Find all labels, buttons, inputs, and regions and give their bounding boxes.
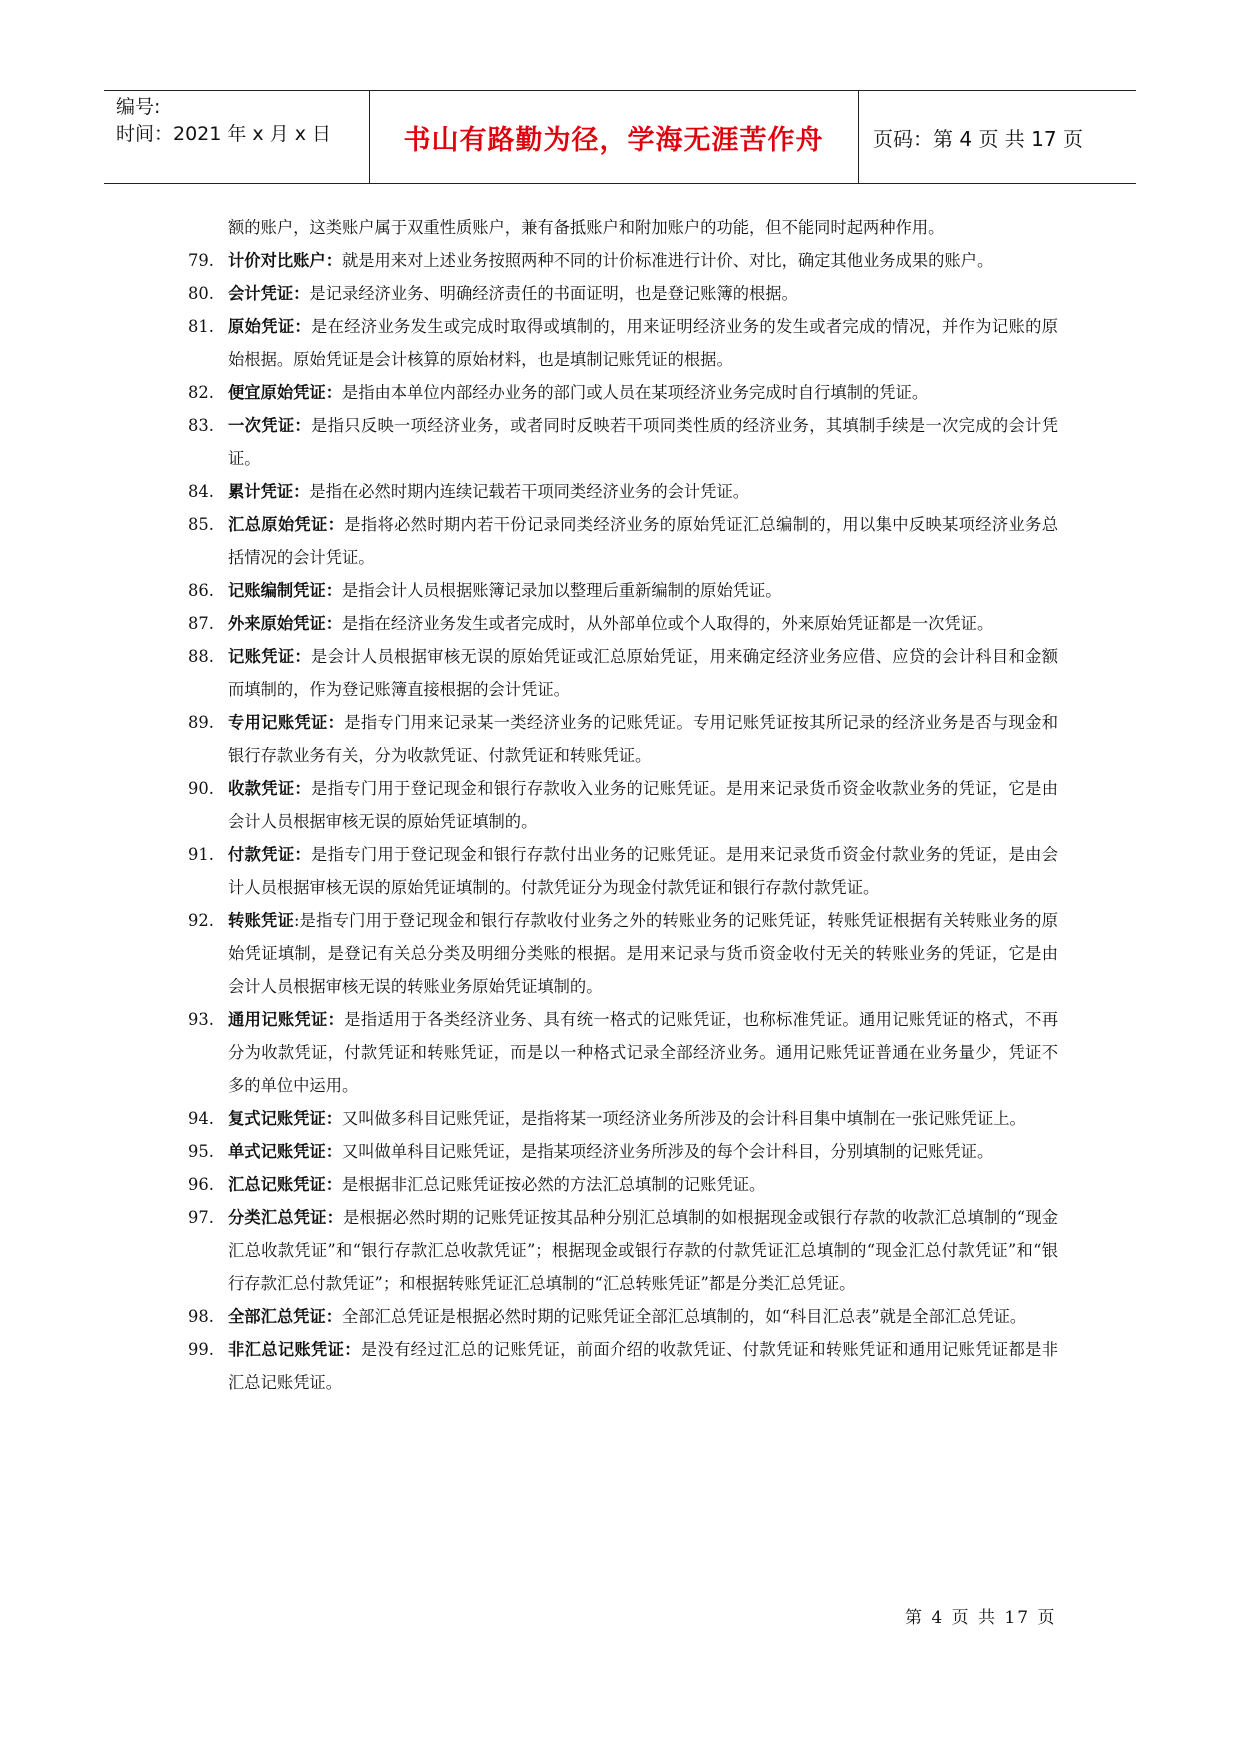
entry-definition: 是会计人员根据审核无误的原始凭证或汇总原始凭证，用来确定经济业务应借、应贷的会计科目和金额而填制的，作为登记账簿直接根据的会计凭证。 (228, 647, 1058, 699)
serial-label: 编号: (116, 96, 161, 118)
glossary-entry (188, 1201, 1058, 1300)
entry-term: 收款凭证： (228, 779, 312, 798)
entry-definition: 是根据必然时期的记账凭证按其品种分别汇总填制的如根据现金或银行存款的收款汇总填制的“现金汇总收款凭证”和“银行存款汇总收款凭证”；根据现金或银行存款的付款凭证汇总填制的“现金汇总付款凭证”和“银行存款汇总付款凭证”；和根据转账凭证汇总填制的“汇总转账凭证”都是分类汇总凭证。 (228, 1208, 1058, 1293)
header-top-rule (104, 90, 1136, 91)
entry-term: 记账凭证： (228, 647, 312, 666)
entry-number: 81. (188, 317, 214, 336)
entry-number: 88. (188, 647, 214, 666)
entry-body (228, 772, 1058, 838)
entry-term: 原始凭证： (228, 317, 312, 336)
entry-term: 专用记账凭证： (228, 713, 345, 732)
entry-definition: 是根据非汇总记账凭证按必然的方法汇总填制的记账凭证。 (341, 1175, 766, 1194)
glossary-list (188, 211, 1058, 1399)
glossary-entry (188, 1300, 1058, 1333)
glossary-entry (188, 607, 1058, 640)
glossary-entry (188, 838, 1058, 904)
glossary-entry (188, 244, 1058, 277)
glossary-entry (188, 409, 1058, 475)
entry-definition: 又叫做多科目记账凭证，是指将某一项经济业务所涉及的会计科目集中填制在一张记账凭证上。 (341, 1109, 1026, 1128)
entry-body (228, 838, 1058, 904)
entry-definition: 是指在经济业务发生或者完成时，从外部单位或个人取得的，外来原始凭证都是一次凭证。 (341, 614, 994, 633)
entry-term: 一次凭证： (228, 416, 312, 435)
glossary-entry (188, 1102, 1058, 1135)
entry-body (228, 1102, 1058, 1135)
entry-term: 记账编制凭证： (228, 581, 342, 600)
glossary-entry (188, 277, 1058, 310)
entry-body (228, 640, 1058, 706)
entry-number: 87. (188, 614, 214, 633)
entry-number: 99. (188, 1340, 214, 1359)
entry-number: 92. (188, 911, 214, 930)
entry-definition: 是在经济业务发生或完成时取得或填制的，用来证明经济业务的发生或者完成的情况，并作为记账的原始根据。原始凭证是会计核算的原始材料，也是填制记账凭证的根据。 (228, 317, 1058, 369)
entry-body (228, 1333, 1058, 1399)
entry-number: 84. (188, 482, 214, 501)
entry-term: 分类汇总凭证： (228, 1208, 344, 1227)
page-footer: 第 4 页 共 17 页 (905, 1608, 1057, 1628)
entry-definition: 额的账户，这类账户属于双重性质账户，兼有备抵账户和附加账户的功能，但不能同时起两种作用。 (228, 218, 945, 237)
glossary-entry (188, 1135, 1058, 1168)
entry-term: 汇总原始凭证： (228, 515, 345, 534)
entry-number: 97. (188, 1208, 214, 1227)
glossary-entry (188, 475, 1058, 508)
entry-body (228, 1201, 1058, 1300)
entry-term: 便宜原始凭证： (228, 383, 342, 402)
entry-body (228, 211, 1058, 244)
entry-body (228, 310, 1058, 376)
entry-term: 累计凭证： (228, 482, 310, 501)
entry-body (228, 1300, 1058, 1333)
entry-definition: 又叫做单科目记账凭证，是指某项经济业务所涉及的每个会计科目，分别填制的记账凭证。 (341, 1142, 994, 1161)
entry-body (228, 574, 1058, 607)
glossary-entry (188, 376, 1058, 409)
entry-term: 付款凭证： (228, 845, 312, 864)
entry-body (228, 1135, 1058, 1168)
header-page-info: 页码：第 4 页 共 17 页 (873, 127, 1083, 151)
entry-number: 94. (188, 1109, 214, 1128)
entry-definition: 是指只反映一项经济业务，或者同时反映若干项同类性质的经济业务，其填制手续是一次完成的会计凭证。 (228, 416, 1058, 468)
entry-body (228, 904, 1058, 1003)
entry-number: 89. (188, 713, 214, 732)
header-bottom-rule (104, 183, 1136, 184)
entry-number: 98. (188, 1307, 214, 1326)
entry-number: 90. (188, 779, 214, 798)
entry-body (228, 1168, 1058, 1201)
entry-number: 86. (188, 581, 214, 600)
entry-number: 91. (188, 845, 214, 864)
entry-definition: 就是用来对上述业务按照两种不同的计价标准进行计价、对比，确定其他业务成果的账户。 (341, 251, 994, 270)
glossary-entry (188, 640, 1058, 706)
entry-term: 计价对比账户： (228, 251, 342, 270)
glossary-entry (188, 310, 1058, 376)
entry-term: 通用记账凭证： (228, 1010, 345, 1029)
entry-term: 外来原始凭证： (228, 614, 342, 633)
glossary-entry (188, 508, 1058, 574)
entry-body (228, 409, 1058, 475)
entry-body (228, 1003, 1058, 1102)
entry-definition: 是指适用于各类经济业务、具有统一格式的记账凭证，也称标准凭证。通用记账凭证的格式，不再分为收款凭证，付款凭证和转账凭证，而是以一种格式记录全部经济业务。通用记账凭证普通在业务量少，凭证不多的单位中运用。 (228, 1010, 1058, 1095)
glossary-entry (188, 574, 1058, 607)
entry-body (228, 244, 1058, 277)
entry-term: 单式记账凭证： (228, 1142, 342, 1161)
entry-number: 93. (188, 1010, 214, 1029)
glossary-entry (188, 706, 1058, 772)
entry-body (228, 277, 1058, 310)
entry-number: 96. (188, 1175, 214, 1194)
glossary-entry (188, 1333, 1058, 1399)
entry-number: 83. (188, 416, 214, 435)
entry-definition: 全部汇总凭证是根据必然时期的记账凭证全部汇总填制的，如“科目汇总表”就是全部汇总凭证。 (341, 1307, 1027, 1326)
entry-definition: 是指将必然时期内若干份记录同类经济业务的原始凭证汇总编制的，用以集中反映某项经济业务总括情况的会计凭证。 (228, 515, 1058, 567)
entry-number: 85. (188, 515, 214, 534)
date-line: 时间：2021 年 x 月 x 日 (116, 123, 332, 145)
entry-term: 汇总记账凭证： (228, 1175, 342, 1194)
header-motto: 书山有路勤为径，学海无涯苦作舟 (403, 125, 824, 156)
entry-definition: 是指由本单位内部经办业务的部门或人员在某项经济业务完成时自行填制的凭证。 (341, 383, 929, 402)
entry-body (228, 376, 1058, 409)
entry-definition: 是记录经济业务、明确经济责任的书面证明，也是登记账簿的根据。 (309, 284, 798, 303)
glossary-entry (188, 1003, 1058, 1102)
entry-term: 转账凭证 (228, 911, 294, 930)
entry-term: 非汇总记账凭证： (228, 1340, 361, 1359)
entry-number: 82. (188, 383, 214, 402)
entry-term: 全部汇总凭证： (228, 1307, 342, 1326)
glossary-entry (188, 772, 1058, 838)
entry-definition: :是指专门用于登记现金和银行存款收付业务之外的转账业务的记账凭证，转账凭证根据有关转账业务的原始凭证填制，是登记有关总分类及明细分类账的根据。是用来记录与货币资金收付无关的转账业务的凭证，它是由会计人员根据审核无误的转账业务原始凭证填制的。 (228, 911, 1058, 996)
header-meta (116, 94, 331, 148)
entry-body (228, 508, 1058, 574)
entry-term: 复式记账凭证： (228, 1109, 342, 1128)
glossary-entry (188, 904, 1058, 1003)
entry-definition: 是指专门用于登记现金和银行存款收入业务的记账凭证。是用来记录货币资金收款业务的凭证，它是由会计人员根据审核无误的原始凭证填制的。 (228, 779, 1058, 831)
entry-number: 79. (188, 251, 214, 270)
entry-number: 95. (188, 1142, 214, 1161)
entry-definition: 是指专门用来记录某一类经济业务的记账凭证。专用记账凭证按其所记录的经济业务是否与现金和银行存款业务有关，分为收款凭证、付款凭证和转账凭证。 (228, 713, 1058, 765)
glossary-entry (188, 1168, 1058, 1201)
entry-body (228, 706, 1058, 772)
entry-body (228, 475, 1058, 508)
entry-term: 会计凭证： (228, 284, 310, 303)
header-divider-right (858, 90, 859, 183)
entry-definition: 是指在必然时期内连续记载若干项同类经济业务的会计凭证。 (309, 482, 750, 501)
glossary-entry (188, 211, 1058, 244)
entry-body (228, 607, 1058, 640)
entry-definition: 是没有经过汇总的记账凭证，前面介绍的收款凭证、付款凭证和转账凭证和通用记账凭证都是非汇总记账凭证。 (228, 1340, 1058, 1392)
entry-definition: 是指专门用于登记现金和银行存款付出业务的记账凭证。是用来记录货币资金付款业务的凭证，是由会计人员根据审核无误的原始凭证填制的。付款凭证分为现金付款凭证和银行存款付款凭证。 (228, 845, 1058, 897)
entry-number (188, 211, 228, 244)
entry-number: 80. (188, 284, 214, 303)
entry-definition: 是指会计人员根据账簿记录加以整理后重新编制的原始凭证。 (341, 581, 782, 600)
